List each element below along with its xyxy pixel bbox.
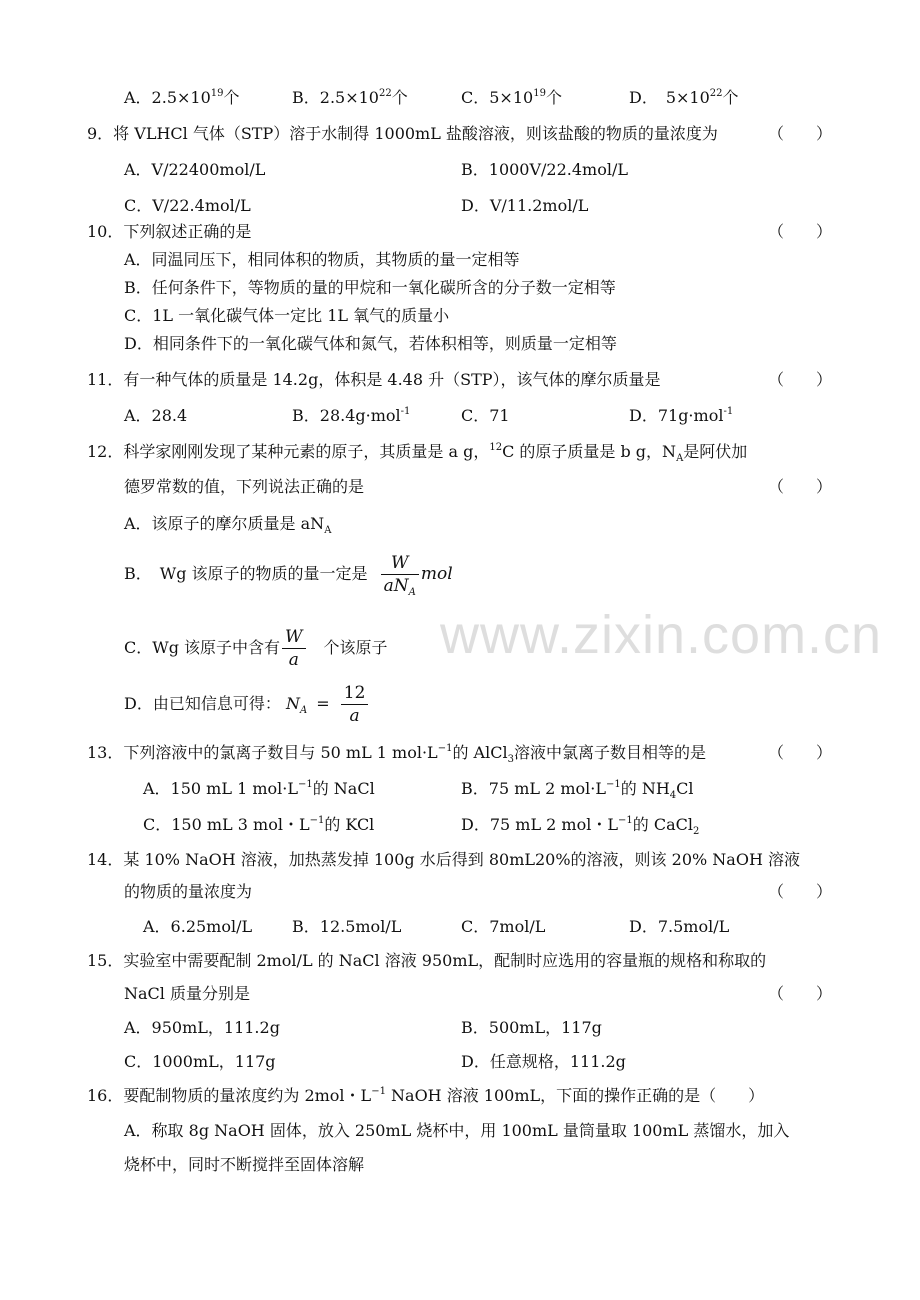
q15-option-d: D．任意规格，111.2g (461, 1052, 626, 1071)
q14-option-a: A．6.25mol/L (143, 917, 253, 936)
q11-stem: 11．有一种气体的质量是 14.2g，体积是 4.48 升（STP），该气体的摩尔质量是 (87, 370, 661, 389)
q8-option-c: C．$5\times 10^{19}$个 (461, 88, 562, 107)
q12-stem-line1: 12．科学家刚刚发现了某种元素的原子，其质量是 a g，$^{12}$C 的原子质量是 b g，$N_A$是阿伏加 (87, 442, 748, 464)
q12-option-c: C．Wg 该原子中含有 $\frac{W}{a}$ 个该原子 (124, 627, 388, 670)
q8-option-b: B．$2.5\times 10^{22}$个 (292, 88, 408, 107)
q14-option-c: C．7mol/L (461, 917, 546, 936)
q13-option-c: C．150 mL 3 mol・$L^{-1}$的 KCl (143, 815, 375, 834)
q9-option-d: D．V/11.2mol/L (461, 196, 589, 215)
q10-answer-paren: （ ） (768, 222, 833, 241)
q16-stem: 16．要配制物质的量浓度约为 2mol・$L^{-1}$ NaOH 溶液 100mL，下面的操作正确的是（ ） (87, 1086, 765, 1105)
q11-answer-paren: （ ） (768, 370, 833, 389)
q8-option-d: D． $5\times 10^{22}$个 (629, 88, 739, 107)
q14-stem-line1: 14．某 10% NaOH 溶液，加热蒸发掉 100g 水后得到 80mL20%的溶液，则该 20% NaOH 溶液 (87, 850, 800, 869)
q9-option-c: C．V/22.4mol/L (124, 196, 251, 215)
q9-answer-paren: （ ） (768, 124, 833, 143)
q10-option-a: A．同温同压下，相同体积的物质，其物质的量一定相等 (124, 250, 520, 269)
q15-option-c: C．1000mL，117g (124, 1052, 276, 1071)
q15-answer-paren: （ ） (768, 984, 833, 1003)
q11-option-b: B．28.4g·mol$^{-1}$ (292, 406, 411, 425)
q12-stem-line2: 德罗常数的值，下列说法正确的是 (124, 477, 365, 496)
q10-stem: 10．下列叙述正确的是 (87, 222, 252, 241)
q10-option-c: C．1L 一氧化碳气体一定比 1L 氧气的质量小 (124, 306, 450, 325)
q14-stem-line2: 的物质的量浓度为 (124, 882, 253, 901)
q13-answer-paren: （ ） (768, 743, 833, 762)
q14-option-d: D．7.5mol/L (629, 917, 730, 936)
q8-option-a: A．$2.5\times 10^{19}$个 (124, 88, 240, 107)
q12-option-b: B． Wg 该原子的物质的量一定是 $\frac{W}{aN_A}$ mol (124, 553, 453, 598)
watermark: www.zixin.com.cn (440, 605, 883, 665)
q15-option-a: A．950mL，111.2g (124, 1018, 280, 1037)
q16-option-a-line1: A．称取 8g NaOH 固体，放入 250mL 烧杯中，用 100mL 量筒量取 100mL 蒸馏水，加入 (124, 1121, 790, 1140)
q13-option-a: A．150 mL 1 $mol\cdot L^{-1}$的 NaCl (143, 779, 375, 798)
q13-stem: 13．下列溶液中的氯离子数目与 50 mL 1 $mol\cdot L^{-1}$的 AlCl$_3$溶液中氯离子数目相等的是 (87, 743, 706, 765)
q12-b-fraction: $\frac{W}{aN_A}$ (381, 552, 419, 597)
q10-option-d: D．相同条件下的一氧化碳气体和氮气，若体积相等，则质量一定相等 (124, 334, 617, 353)
q15-option-b: B．500mL，117g (461, 1018, 602, 1037)
q16-option-a-line2: 烧杯中，同时不断搅拌至固体溶解 (124, 1155, 365, 1174)
q12-d-fraction: $\frac{12}{a}$ (341, 682, 369, 727)
q15-stem-line2: NaCl 质量分别是 (124, 984, 250, 1003)
q11-option-a: A．28.4 (124, 406, 188, 425)
q9-option-a: A．V/22400mol/L (124, 160, 266, 179)
q12-c-fraction: $\frac{W}{a}$ (282, 626, 305, 671)
q11-option-c: C．71 (461, 406, 510, 425)
q10-option-b: B．任何条件下，等物质的量的甲烷和一氧化碳所含的分子数一定相等 (124, 278, 616, 297)
q9-stem: 9．将 VLHCl 气体（STP）溶于水制得 1000mL 盐酸溶液，则该盐酸的物质的量浓度为 (87, 124, 718, 143)
q12-option-a: A．该原子的摩尔质量是 $aN_A$ (124, 514, 332, 536)
q12-answer-paren: （ ） (768, 477, 833, 496)
q12-option-d: D．由已知信息可得： $N_A$ = $\frac{12}{a}$ (124, 680, 370, 728)
q9-option-b: B．1000V/22.4mol/L (461, 160, 628, 179)
q14-option-b: B．12.5mol/L (292, 917, 402, 936)
q13-option-b: B．75 mL 2 $mol\cdot L^{-1}$的 $NH_4Cl$ (461, 779, 694, 801)
q14-answer-paren: （ ） (768, 882, 833, 901)
q13-option-d: D．75 mL 2 mol・$L^{-1}$的 CaCl$_2$ (461, 815, 700, 837)
q11-option-d: D．71g·mol$^{-1}$ (629, 406, 734, 425)
q15-stem-line1: 15．实验室中需要配制 2mol/L 的 NaCl 溶液 950mL，配制时应选用的容量瓶的规格和称取的 (87, 951, 767, 970)
